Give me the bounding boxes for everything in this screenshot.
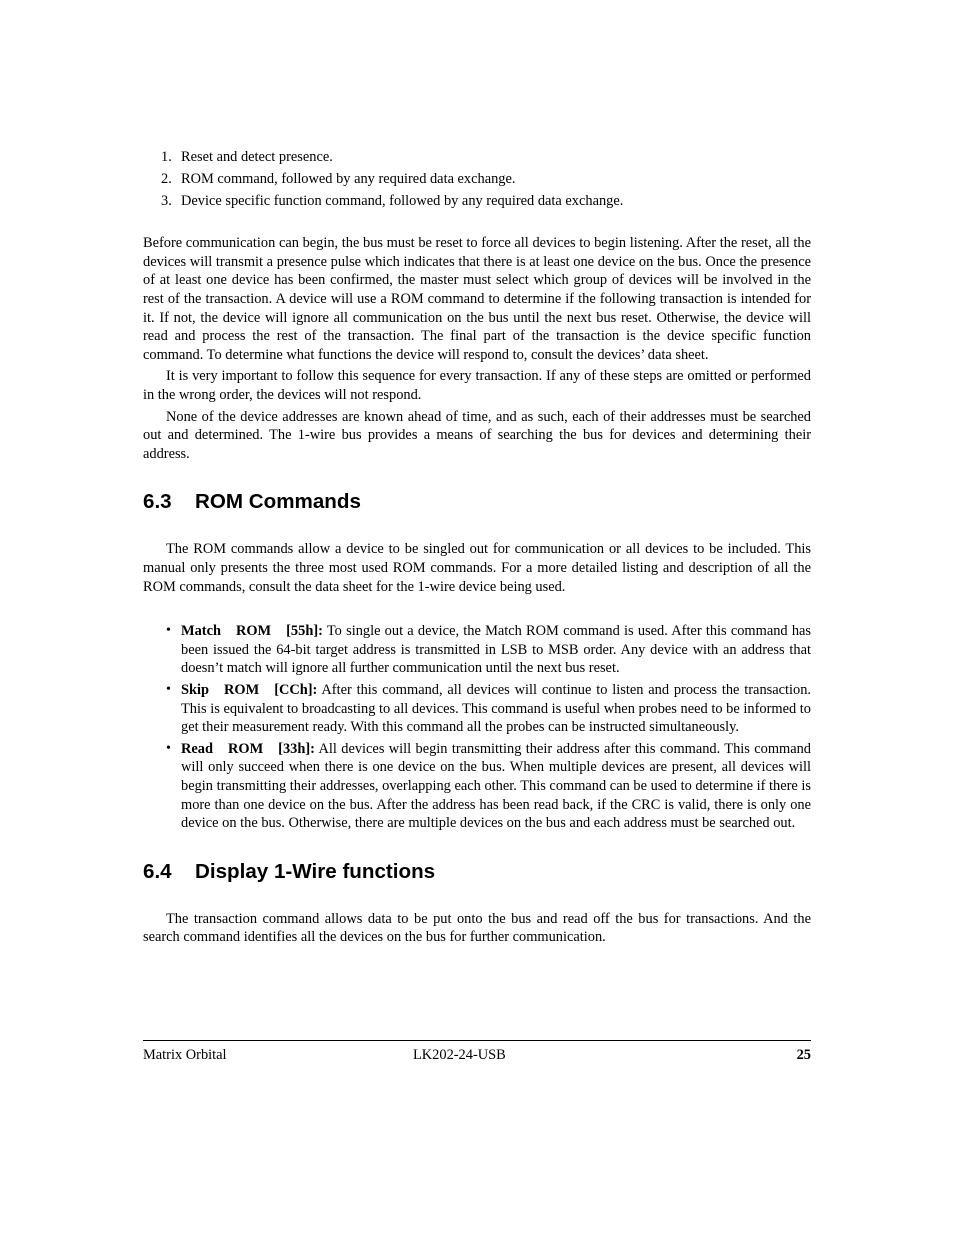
paragraph: None of the device addresses are known ahead of time, and as such, each of their addresses must be searched out and determined. The 1-wire bus provides a means of searching the bus for devices and determining their address. — [143, 408, 811, 462]
list-item: 3. Device specific function command, followed by any required data exchange. — [161, 193, 624, 210]
footer-product: LK202-24-USB — [413, 1047, 506, 1063]
bullet-icon: • — [166, 740, 171, 756]
paragraph: Before communication can begin, the bus must be reset to force all devices to begin listening. After the reset, all the devices will transmit a presence pulse which indicates that there is at least one device on the bus. Once the presence of at least one device has been confirmed, the master must select which group of devices will be involved in the rest of the transaction. A device will use a ROM command to determine if the following transaction is intended for it. If not, the device will ignore all communication on the bus until the next bus reset. Otherwise, the device will read and process the rest of the transaction. The final part of the transaction is the device specific function command. To determine what functions the device will respond to, consult the devices’ data sheet. — [143, 235, 811, 363]
paragraph: It is very important to follow this sequence for every transaction. If any of these steps are omitted or performed in the wrong order, the devices will not respond. — [143, 368, 811, 404]
list-item: • Match ROM [55h]: To single out a device, the Match ROM command is used. After this command has been issued the 64-bit target address is transmitted in LSB to MSB order. Any device with an address that doesn’t match will ignore all further communication until the next bus reset. — [166, 623, 812, 677]
command-name: Skip ROM [CCh]: — [181, 681, 318, 698]
page-footer — [143, 1040, 811, 1063]
transaction-steps-list — [143, 148, 811, 211]
page-number: 25 — [796, 1047, 811, 1063]
paragraph: The ROM commands allow a device to be singled out for communication or all devices to be included. This manual only presents the three most used ROM commands. For a more detailed listing and description of all the ROM commands, consult the data sheet for the 1-wire device being used. — [143, 541, 811, 595]
bullet-icon: • — [166, 623, 171, 639]
command-name: Match ROM [55h]: — [181, 623, 323, 640]
section-heading-display-1-wire-functions: 6.4 Display 1-Wire functions — [143, 859, 436, 883]
document-body — [143, 148, 811, 947]
paragraph: The transaction command allows data to be put onto the bus and read off the bus for transactions. And the search command identifies all the devices on the bus for further communication. — [143, 910, 811, 946]
section-heading-rom-commands: 6.3 ROM Commands — [143, 490, 361, 514]
command-name: Read ROM [33h]: — [181, 740, 315, 757]
list-item: 2. ROM command, followed by any required data exchange. — [161, 171, 516, 188]
list-item: • Skip ROM [CCh]: After this command, all devices will continue to listen and process the transaction. This is equivalent to broadcasting to all devices. This command is useful when probes need to be informed to get their measurement ready. With this command all the probes can be instructed simultaneously. — [166, 681, 811, 736]
footer-company: Matrix Orbital — [143, 1047, 227, 1063]
rom-commands-list — [143, 622, 811, 833]
list-item: • Read ROM [33h]: All devices will begin transmitting their address after this command. This command will only succeed when there is one device on the bus. When multiple devices are present, all devices will begin transmitting their addresses, overlapping each other. This command can be used to determine if there is more than one device on the bus. After the address has been read back, if the CRC is valid, there is only one device on the bus. Otherwise, there are multiple devices on the bus and each address must be searched out. — [166, 740, 811, 832]
list-item: 1. Reset and detect presence. — [161, 149, 333, 165]
bullet-icon: • — [166, 681, 171, 697]
